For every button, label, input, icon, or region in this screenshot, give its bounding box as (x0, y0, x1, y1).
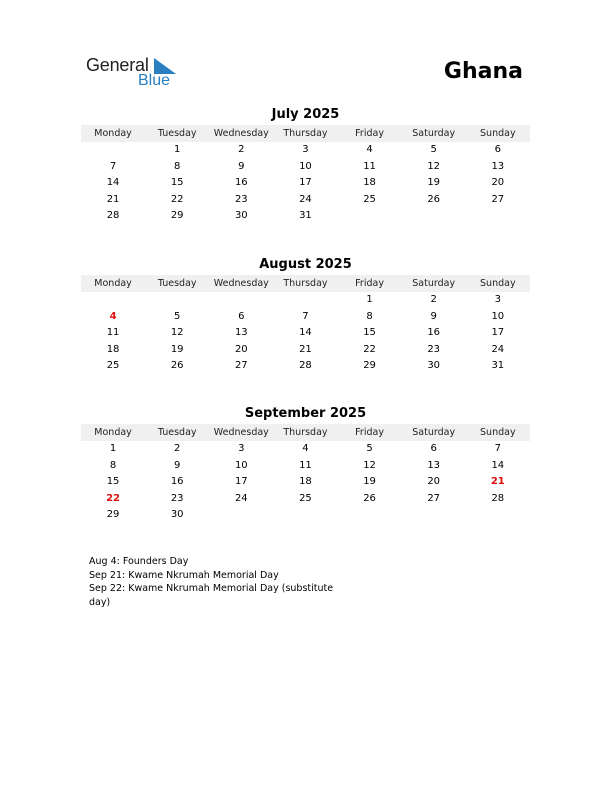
day-cell (209, 507, 273, 524)
day-cell (402, 507, 466, 524)
day-cell: 8 (109, 459, 117, 471)
day-cell (273, 507, 337, 524)
weekday-header: Friday (355, 128, 384, 139)
day-cell: 23 (170, 492, 184, 504)
day-cell: 13 (234, 327, 248, 338)
week-row (81, 474, 530, 491)
day-cell: 31 (491, 360, 505, 371)
day-cell (273, 292, 337, 309)
week-row (81, 175, 530, 192)
weekday-header: Wednesday (213, 278, 269, 289)
day-cell: 9 (430, 310, 437, 322)
day-cell: 19 (427, 177, 441, 188)
day-cell (145, 292, 209, 309)
month-august-2025 (81, 256, 530, 375)
day-cell: 19 (170, 343, 184, 355)
week-row (81, 159, 530, 176)
day-cell: 26 (363, 492, 376, 504)
day-cell: 24 (234, 492, 248, 504)
day-cell: 30 (234, 210, 248, 221)
weekday-header: Sunday (480, 278, 516, 289)
day-cell: 18 (299, 476, 312, 487)
week-row (81, 358, 530, 375)
day-cell: 29 (363, 360, 376, 371)
weekday-header: Saturday (412, 278, 456, 289)
weekday-header: Sunday (480, 128, 516, 139)
month-september-2025 (81, 405, 530, 524)
day-cell (81, 292, 145, 309)
day-cell: 27 (234, 360, 248, 371)
day-cell: 14 (106, 177, 120, 188)
day-cell: 6 (494, 144, 501, 155)
country-title: Ghana (443, 59, 523, 84)
day-cell: 14 (491, 459, 505, 471)
weekday-header-row (81, 424, 530, 441)
day-cell: 23 (427, 343, 441, 355)
day-cell: 5 (430, 144, 437, 155)
day-cell: 16 (170, 476, 184, 487)
week-row (81, 441, 530, 458)
day-cell: 24 (491, 343, 505, 355)
day-cell: 6 (238, 310, 245, 322)
holiday-day-cell: 4 (109, 310, 117, 322)
day-cell: 3 (494, 294, 501, 305)
day-cell: 8 (366, 310, 373, 322)
month-title: July 2025 (271, 107, 340, 122)
weekday-header: Thursday (283, 278, 328, 289)
weekday-header: Monday (94, 128, 132, 139)
day-cell: 21 (299, 343, 312, 355)
day-cell: 30 (170, 509, 184, 520)
day-cell: 21 (106, 193, 120, 205)
day-cell: 15 (170, 177, 184, 188)
day-cell (402, 208, 466, 225)
day-cell: 1 (109, 443, 117, 454)
day-cell: 1 (366, 294, 373, 305)
day-cell: 27 (427, 492, 441, 504)
weekday-header: Tuesday (157, 427, 197, 438)
day-cell: 17 (299, 177, 312, 188)
weekday-header: Tuesday (157, 278, 197, 289)
day-cell: 8 (174, 160, 181, 172)
day-cell: 2 (430, 294, 437, 305)
day-cell: 25 (106, 360, 120, 371)
generalblue-logo (86, 55, 186, 95)
weekday-header: Friday (355, 278, 384, 289)
day-cell: 4 (366, 144, 373, 155)
day-cell: 3 (302, 144, 309, 155)
day-cell: 30 (427, 360, 441, 371)
day-cell: 1 (174, 144, 181, 155)
day-cell: 11 (363, 160, 376, 172)
day-cell: 14 (299, 327, 312, 338)
day-cell: 9 (238, 160, 245, 172)
day-cell: 20 (234, 343, 248, 355)
day-cell (466, 208, 530, 225)
day-cell: 17 (234, 476, 248, 487)
day-cell (338, 208, 402, 225)
weekday-header: Tuesday (157, 128, 197, 139)
day-cell: 18 (106, 343, 120, 355)
day-cell: 5 (366, 443, 373, 454)
week-row (81, 292, 530, 309)
day-cell: 15 (363, 327, 376, 338)
week-row (81, 208, 530, 225)
day-cell (81, 142, 145, 159)
day-cell: 6 (430, 443, 437, 454)
logo-general-text: General (86, 55, 149, 75)
week-row (81, 192, 530, 209)
weekday-header: Wednesday (213, 427, 269, 438)
day-cell: 12 (170, 327, 184, 338)
day-cell: 18 (363, 177, 376, 188)
weekday-header-row (81, 125, 530, 142)
weekday-header: Monday (94, 278, 132, 289)
holiday-note: Aug 4: Founders Day (89, 556, 189, 567)
day-cell: 10 (299, 160, 312, 172)
day-cell: 10 (491, 310, 505, 322)
day-cell: 17 (491, 327, 505, 338)
day-cell: 22 (363, 343, 376, 355)
day-cell: 7 (494, 443, 501, 454)
day-cell: 19 (363, 476, 376, 487)
day-cell: 27 (491, 193, 505, 205)
day-cell: 28 (106, 210, 120, 221)
day-cell: 24 (299, 193, 312, 205)
month-title: August 2025 (259, 257, 352, 272)
weekday-header: Friday (355, 427, 384, 438)
day-cell: 25 (363, 193, 376, 205)
holiday-note: Sep 22: Kwame Nkrumah Memorial Day (substitute day) (89, 583, 334, 608)
weekday-header: Saturday (412, 128, 456, 139)
day-cell (338, 507, 402, 524)
day-cell (466, 507, 530, 524)
weekday-header: Thursday (283, 427, 328, 438)
week-row (81, 491, 530, 508)
day-cell: 7 (109, 160, 117, 172)
day-cell: 20 (491, 177, 505, 188)
day-cell: 7 (302, 310, 309, 322)
week-row (81, 342, 530, 359)
day-cell: 16 (427, 327, 441, 338)
week-row (81, 309, 530, 326)
day-cell: 20 (427, 476, 441, 487)
day-cell: 13 (491, 160, 505, 172)
day-cell: 2 (174, 443, 181, 454)
day-cell: 22 (170, 193, 184, 205)
day-cell: 10 (234, 459, 248, 471)
day-cell: 3 (238, 443, 245, 454)
week-row (81, 507, 530, 524)
day-cell: 16 (234, 177, 248, 188)
week-row (81, 458, 530, 475)
day-cell: 2 (238, 144, 245, 155)
holiday-note: Sep 21: Kwame Nkrumah Memorial Day (89, 569, 279, 581)
week-row (81, 142, 530, 159)
holiday-day-cell: 22 (106, 492, 121, 504)
day-cell: 28 (299, 360, 312, 371)
day-cell: 15 (106, 476, 120, 487)
day-cell: 31 (299, 210, 312, 221)
day-cell: 11 (299, 459, 312, 471)
weekday-header: Saturday (412, 427, 456, 438)
day-cell: 13 (427, 459, 441, 471)
day-cell: 23 (234, 193, 248, 205)
weekday-header: Thursday (283, 128, 328, 139)
weekday-header-row (81, 275, 530, 292)
day-cell: 9 (174, 459, 181, 471)
weekday-header: Monday (94, 427, 132, 438)
logo-blue-text: Blue (138, 72, 171, 89)
day-cell (209, 292, 273, 309)
day-cell: 12 (427, 160, 441, 172)
weekday-header: Wednesday (213, 128, 269, 139)
day-cell: 26 (170, 360, 184, 371)
month-july-2025 (81, 106, 530, 225)
day-cell: 29 (170, 210, 184, 221)
day-cell: 11 (106, 327, 120, 338)
holiday-day-cell: 21 (490, 476, 505, 487)
day-cell: 28 (491, 492, 505, 504)
day-cell: 25 (299, 492, 312, 504)
week-row (81, 325, 530, 342)
holiday-notes (89, 555, 339, 609)
day-cell: 4 (302, 443, 309, 454)
day-cell: 29 (106, 509, 120, 520)
weekday-header: Sunday (480, 427, 516, 438)
day-cell: 12 (363, 459, 376, 471)
month-title: September 2025 (244, 406, 367, 421)
day-cell: 26 (427, 193, 441, 205)
day-cell: 5 (174, 310, 181, 322)
